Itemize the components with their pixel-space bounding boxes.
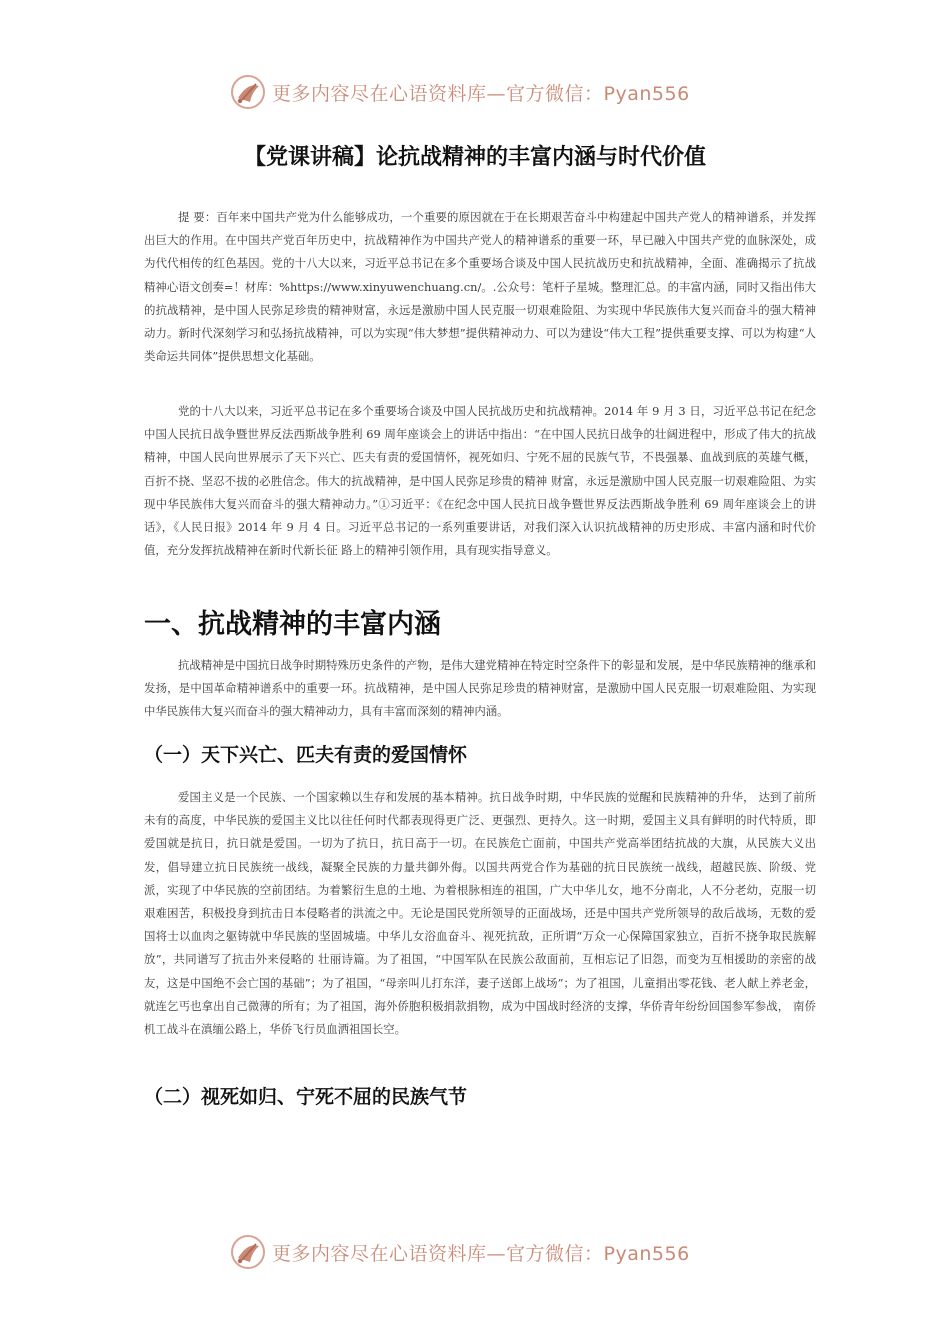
- document-title: 【党课讲稿】论抗战精神的丰富内涵与时代价值: [243, 145, 706, 170]
- section-heading-1: 一、抗战精神的丰富内涵: [144, 609, 441, 640]
- brand-logo-icon: [228, 1232, 268, 1272]
- banner-text: [272, 1239, 690, 1266]
- banner-content: [228, 72, 690, 112]
- header-banner: [0, 72, 950, 112]
- subsection-1-paragraph: 爱国主义是一个民族、一个国家赖以生存和发展的基本精神。抗日战争时期，中华民族的觉醒和民族精神的升华， 达到了前所未有的高度，中华民族的爱国主义比以往任何时代都表现得更广泛、更强烈、更持久。这一时期，爱国主义具有鲜明的时代特质，即爱国就是抗日，抗日就是爱国。一切为了抗日，抗日高于一切。在民族危亡面前，中国共产党高举团结抗战的大旗，从民族大义出发，倡导建立抗日民族统一战线，凝聚全民族的力量共御外侮。以国共两党合作为基础的抗日民族统一战线，超越民族、阶级、党派，实现了中华民族的空前团结。为着繁衍生息的土地、为着根脉相连的祖国，广大中华儿女，地不分南北，人不分老幼，克服一切艰难困苦，积极投身到抗击日本侵略者的洪流之中。无论是国民党所领导的正面战场，还是中国共产党所领导的敌后战场，无数的爱国将士以血肉之躯铸就中华民族的坚固城墙。中华儿女浴血奋斗、视死抗敌，正所谓“万众一心保障国家独立，百折不挠争取民族解放”，共同谱写了抗击外来侵略的 壮丽诗篇。为了祖国，“中国军队在民族公敌面前，互相忘记了旧怨，而变为互相援助的亲密的战友，这是中国绝不会亡国的基础”；为了祖国，“母亲叫儿打东洋，妻子送郎上战场”；为了祖国，儿童捐出零花钱、老人献上养老金，就连乞丐也拿出自己微薄的所有；为了祖国，海外侨胞积极捐款捐物，成为中国战时经济的支撑，华侨青年纷纷回国参军参战， 南侨机工战斗在滇缅公路上，华侨飞行员血洒祖国长空。: [144, 790, 816, 1037]
- wechat-handle: Pyan556: [603, 82, 690, 105]
- intro-paragraph: 党的十八大以来，习近平总书记在多个重要场合谈及中国人民抗战历史和抗战精神。2014 年 9 月 3 日，习近平总书记在纪念中国人民抗日战争暨世界反法西斯战争胜利 69 周年座谈会上的讲话中指出：“在中国人民抗日战争的壮阔进程中，形成了伟大的抗战精神，中国人民向世界展示了天下兴亡、匹夫有责的爱国情怀，视死如归、宁死不屈的民族气节，不畏强暴、血战到底的英雄气概，百折不挠、坚忍不拔的必胜信念。伟大的抗战精神，是中国人民弥足珍贵的精神 财富，永远是激励中国人民克服一切艰难险阻、为实现中华民族伟大复兴而奋斗的强大精神动力。”①习近平：《在纪念中国人民抗日战争暨世界反法西斯战争胜利 69 周年座谈会上的讲话》，《人民日报》2014 年 9 月 4 日。习近平总书记的一系列重要讲话，对我们深入认识抗战精神的历史形成、丰富内涵和时代价值，充分发挥抗战精神在新时代新长征 路上的精神引领作用，具有现实指导意义。: [144, 404, 816, 558]
- subsection-heading-2: （二）视死如归、宁死不屈的民族气节: [144, 1086, 468, 1108]
- banner-text: [272, 79, 690, 106]
- footer-banner: [0, 1232, 950, 1272]
- wechat-handle: Pyan556: [603, 1242, 690, 1265]
- banner-label: 更多内容尽在心语资料库—官方微信：: [272, 1242, 604, 1265]
- banner-label: 更多内容尽在心语资料库—官方微信：: [272, 82, 604, 105]
- section-1-paragraph: 抗战精神是中国抗日战争时期特殊历史条件的产物，是伟大建党精神在特定时空条件下的彰显和发展，是中华民族精神的继承和发扬，是中国革命精神谱系中的重要一环。抗战精神，是中国人民弥足珍贵的精神财富，是激励中国人民克服一切艰难险阻、为实现中华民族伟大复兴而奋斗的强大精神动力，具有丰富而深刻的精神内涵。: [144, 658, 816, 719]
- brand-logo-icon: [228, 72, 268, 112]
- subsection-heading-1: （一）天下兴亡、匹夫有责的爱国情怀: [144, 744, 468, 766]
- banner-content: [228, 1232, 690, 1272]
- abstract-paragraph: 提 要：百年来中国共产党为什么能够成功，一个重要的原因就在于在长期艰苦奋斗中构建起中国共产党人的精神谱系，并发挥出巨大的作用。在中国共产党百年历史中，抗战精神作为中国共产党人的精神谱系的重要一环，早已融入中国共产党的血脉深处，成为代代相传的红色基因。党的十八大以来，习近平总书记在多个重要场合谈及中国人民抗战历史和抗战精神，全面、准确揭示了抗战精神心语文创奏=！材库：%https://www.xinyuwenchuang.cn/。.公众号：笔杆子星城。整理汇总。的丰富内涵，同时又指出伟大的抗战精神，是中国人民弥足珍贵的精神财富，永远是激励中国人民克服一切艰难险阻、为实现中华民族伟大复兴而奋斗的强大精神动力。新时代深刻学习和弘扬抗战精神，可以为实现“伟大梦想”提供精神动力、可以为建设“伟大工程”提供重要支撑、可以为构建“人类命运共同体”提供思想文化基础。: [144, 210, 816, 364]
